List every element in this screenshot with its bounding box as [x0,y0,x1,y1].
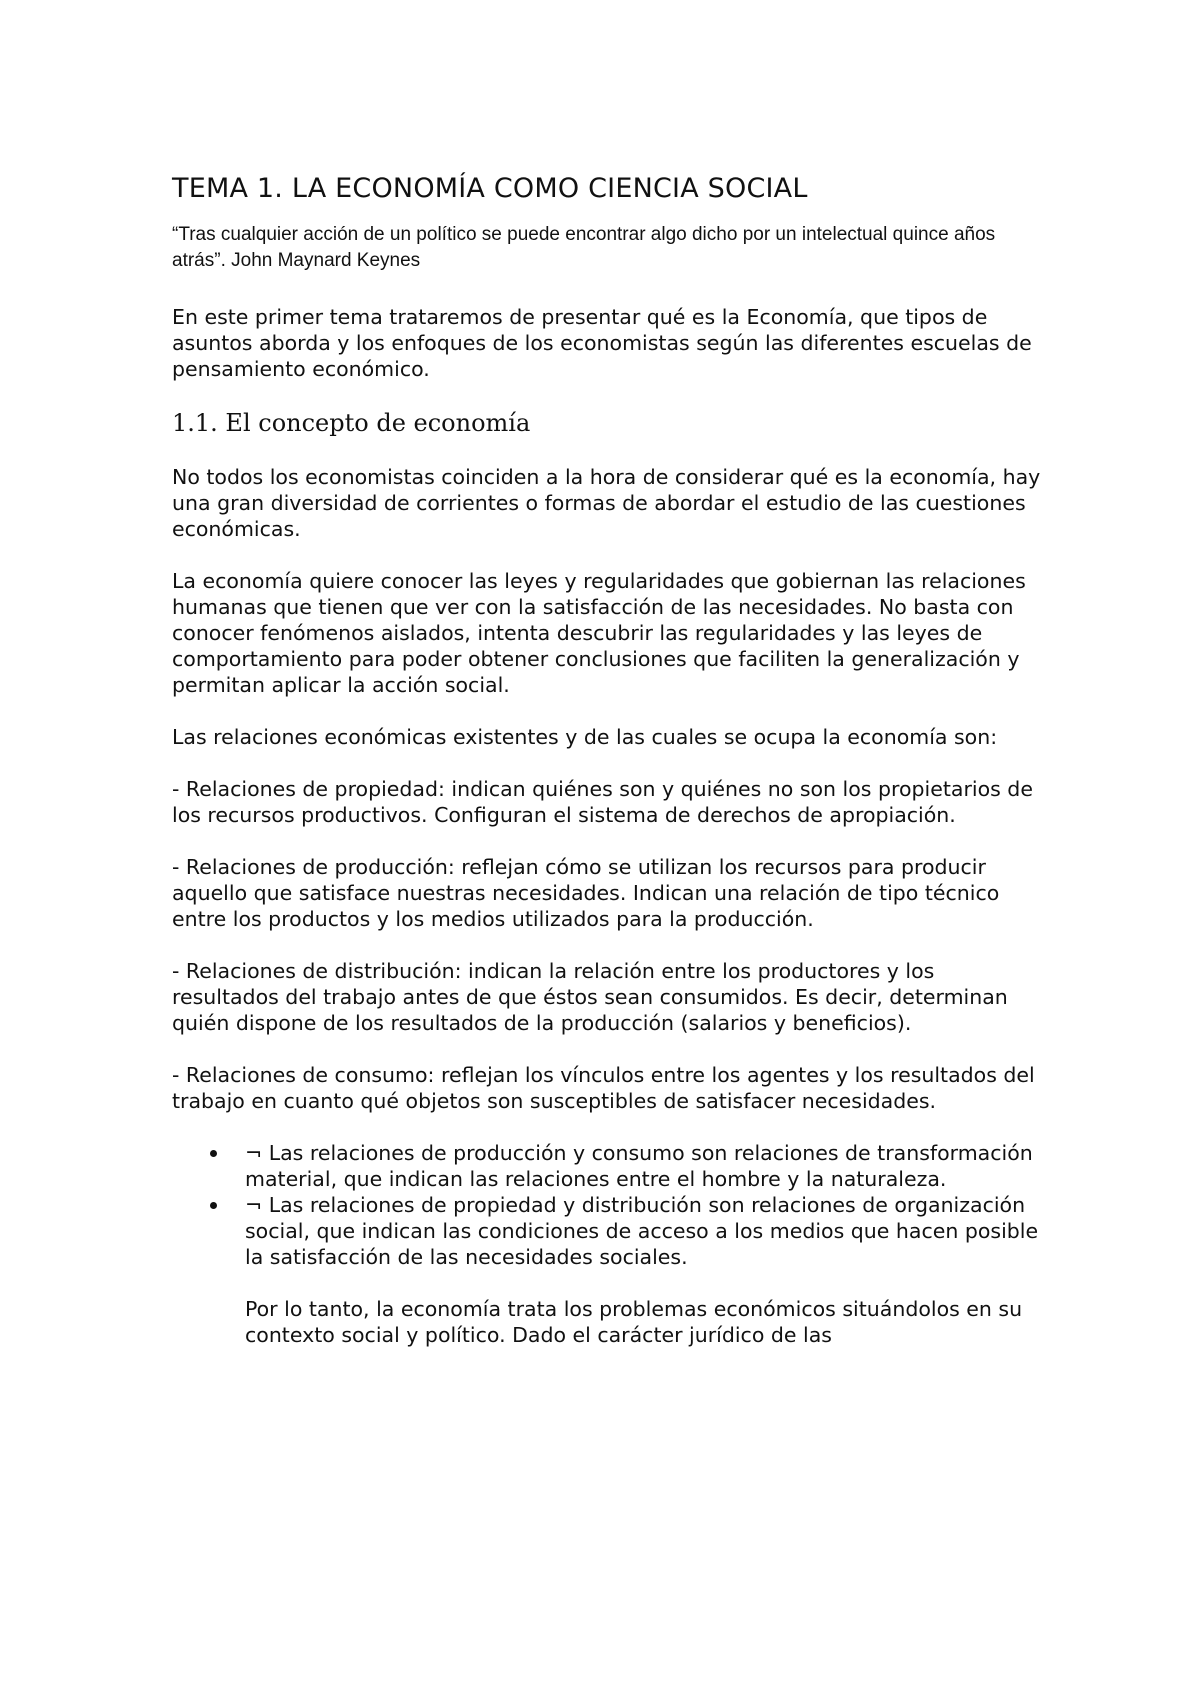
bullet-icon [210,1150,217,1157]
intro-paragraph: En este primer tema trataremos de presentar qué es la Economía, que tipos de asuntos aborda y los enfoques de los economistas según las diferentes escuelas de pensamiento económico. [172,305,1032,381]
paragraph: La economía quiere conocer las leyes y regularidades que gobiernan las relaciones humanas que tienen que ver con la satisfacción de las necesidades. No basta con conocer fenómenos aislados, intenta descubrir las regularidades y las leyes de comportamiento para poder obtener conclusiones que faciliten la generalización y permitan aplicar la acción social. [172,569,1026,697]
page-title: TEMA 1. LA ECONOMÍA COMO CIENCIA SOCIAL [172,173,808,204]
list-item [172,1192,1042,1270]
epigraph-quote: “Tras cualquier acción de un político se puede encontrar algo dicho por un intelectual quince años atrás”. John Maynard Keynes [172,224,996,271]
section-heading: 1.1. El concepto de economía [172,409,531,437]
list-item-text: ¬ Las relaciones de propiedad y distribución son relaciones de organización social, que indican las condiciones de acceso a los medios que hacen posible la satisfacción de las necesidades sociales. [245,1193,1039,1269]
relation-paragraph-distribucion: - Relaciones de distribución: indican la relación entre los productores y los resultados del trabajo antes de que éstos sean consumidos. Es decir, determinan quién dispone de los resultados de la producción (salarios y beneficios). [172,959,1008,1035]
paragraph: No todos los economistas coinciden a la hora de considerar qué es la economía, hay una gran diversidad de corrientes o formas de abordar el estudio de las cuestiones económicas. [172,465,1041,541]
closing-paragraph: Por lo tanto, la economía trata los problemas económicos situándolos en su contexto social y político. Dado el carácter jurídico de las [245,1297,1023,1347]
list-item [172,1140,1042,1192]
relation-paragraph-consumo: - Relaciones de consumo: reflejan los vínculos entre los agentes y los resultados del trabajo en cuanto qué objetos son susceptibles de satisfacer necesidades. [172,1063,1035,1113]
relation-paragraph-produccion: - Relaciones de producción: reflejan cómo se utilizan los recursos para producir aquello que satisface nuestras necesidades. Indican una relación de tipo técnico entre los productos y los medios utilizados para la producción. [172,855,1000,931]
document-content [172,172,1042,1348]
bullet-icon [210,1202,217,1209]
relation-paragraph-propiedad: - Relaciones de propiedad: indican quiénes son y quiénes no son los propietarios de los recursos productivos. Configuran el sistema de derechos de apropiación. [172,777,1033,827]
bullet-list [172,1140,1042,1270]
paragraph: Las relaciones económicas existentes y de las cuales se ocupa la economía son: [172,725,998,749]
list-item-text: ¬ Las relaciones de producción y consumo son relaciones de transformación material, que indican las relaciones entre el hombre y la naturaleza. [245,1141,1033,1191]
